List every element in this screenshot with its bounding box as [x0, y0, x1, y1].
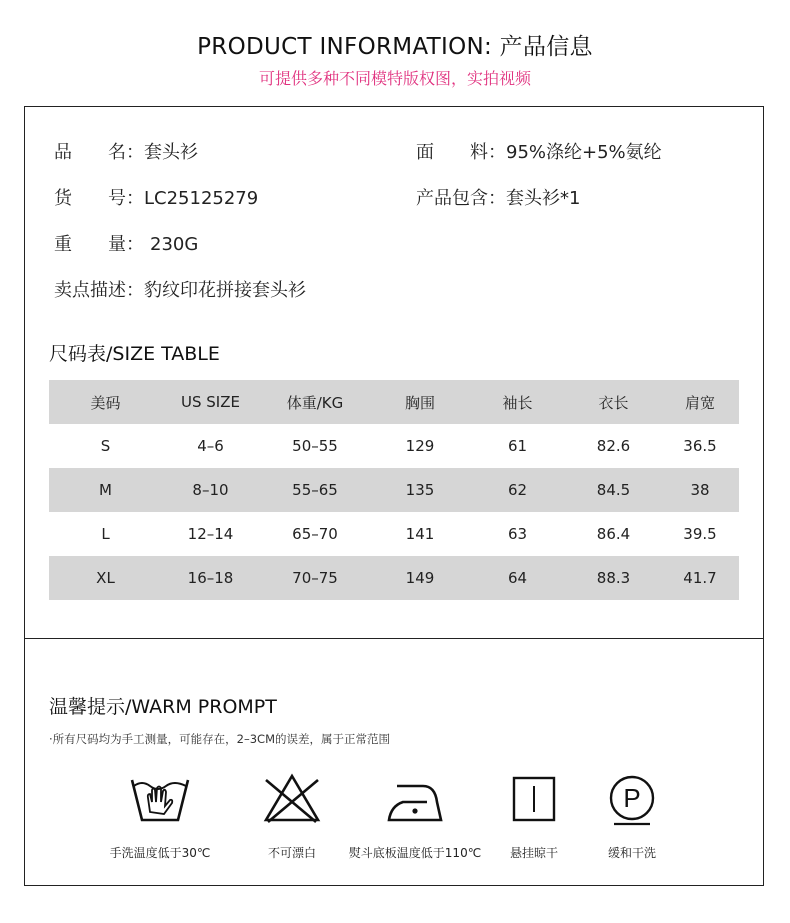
care-label: 缓和干洗	[607, 846, 656, 860]
table-cell: XL	[49, 556, 162, 600]
table-cell: 135	[371, 468, 469, 512]
table-cell: 88.3	[566, 556, 661, 600]
table-cell: 38	[661, 468, 739, 512]
weight-value: 230G	[150, 234, 199, 255]
table-cell: 41.7	[661, 556, 739, 600]
table-row	[49, 424, 739, 468]
table-cell: 8–10	[162, 468, 259, 512]
table-header: 衣长	[566, 380, 661, 424]
warm-prompt-title: 温馨提示/WARM PROMPT	[49, 696, 277, 718]
table-cell: 141	[405, 525, 435, 543]
name-value: 套头衫	[144, 142, 198, 163]
sku-value: LC25125279	[144, 188, 259, 209]
size-table	[49, 380, 739, 600]
name-label: 品 名：	[54, 142, 144, 163]
info-sku	[54, 184, 258, 210]
table-header: 肩宽	[661, 380, 739, 424]
care-label: 不可漂白	[267, 846, 316, 860]
table-cell: 64	[469, 556, 566, 600]
table-cell: 4–6	[197, 437, 224, 455]
table-cell: 55–65	[259, 468, 371, 512]
care-iron	[340, 772, 490, 861]
contents-label: 产品包含：	[416, 188, 506, 209]
fabric-label: 面 料：	[416, 142, 506, 163]
care-no-bleach	[232, 772, 352, 861]
info-contents	[416, 184, 580, 210]
weight-label: 重 量：	[54, 234, 144, 255]
table-cell: 62	[469, 468, 566, 512]
table-header: 袖长	[469, 380, 566, 424]
table-cell: 149	[371, 556, 469, 600]
table-header-row	[49, 380, 739, 424]
selling-label: 卖点描述：	[54, 280, 144, 301]
table-header: US SIZE	[162, 380, 259, 424]
table-cell: M	[49, 468, 162, 512]
table-cell: 129	[405, 437, 435, 455]
table-row	[49, 468, 739, 512]
table-cell: 16–18	[162, 556, 259, 600]
sku-label: 货 号：	[54, 188, 144, 209]
section-divider	[24, 638, 764, 639]
selling-value: 豹纹印花拼接套头衫	[144, 280, 306, 301]
info-selling-point	[54, 276, 306, 302]
table-cell: S	[100, 437, 111, 455]
care-label: 悬挂晾干	[509, 846, 558, 860]
hand-wash-icon	[128, 772, 192, 826]
table-cell: 82.6	[596, 437, 631, 455]
table-cell: 36.5	[683, 437, 717, 455]
page-subtitle: 可提供多种不同模特版权图，实拍视频	[258, 69, 531, 88]
table-cell: 70–75	[259, 556, 371, 600]
contents-value: 套头衫*1	[506, 188, 581, 209]
table-cell: 65–70	[292, 525, 338, 543]
page-title: PRODUCT INFORMATION: 产品信息	[197, 34, 593, 60]
table-cell: 86.4	[596, 525, 631, 543]
fabric-value: 95%涤纶+5%氨纶	[506, 142, 662, 163]
line-dry-icon	[502, 772, 566, 826]
table-cell: 39.5	[683, 525, 717, 543]
info-fabric	[416, 138, 662, 164]
measurement-note: ·所有尺码均为手工测量，可能存在，2–3CM的误差，属于正常范围	[49, 732, 390, 746]
table-cell: 61	[507, 437, 528, 455]
table-cell: 84.5	[566, 468, 661, 512]
table-cell: L	[101, 525, 110, 543]
dry-clean-p-icon	[600, 772, 664, 826]
table-header: 体重/KG	[259, 380, 371, 424]
table-cell: 63	[507, 525, 528, 543]
care-dry-clean	[572, 772, 692, 861]
care-label: 手洗温度低于30℃	[109, 846, 211, 860]
no-bleach-icon	[260, 772, 324, 826]
size-table-title: 尺码表/SIZE TABLE	[49, 343, 220, 365]
table-cell: 50–55	[292, 437, 338, 455]
info-name	[54, 138, 198, 164]
table-row	[49, 512, 739, 556]
info-weight	[54, 230, 198, 256]
table-header: 美码	[49, 380, 162, 424]
care-hand-wash	[100, 772, 220, 861]
care-label: 熨斗底板温度低于110℃	[348, 846, 482, 860]
iron-icon	[383, 772, 447, 826]
table-row	[49, 556, 739, 600]
table-header: 胸围	[371, 380, 469, 424]
table-cell: 12–14	[187, 525, 234, 543]
dry-clean-letter: P	[623, 783, 641, 813]
